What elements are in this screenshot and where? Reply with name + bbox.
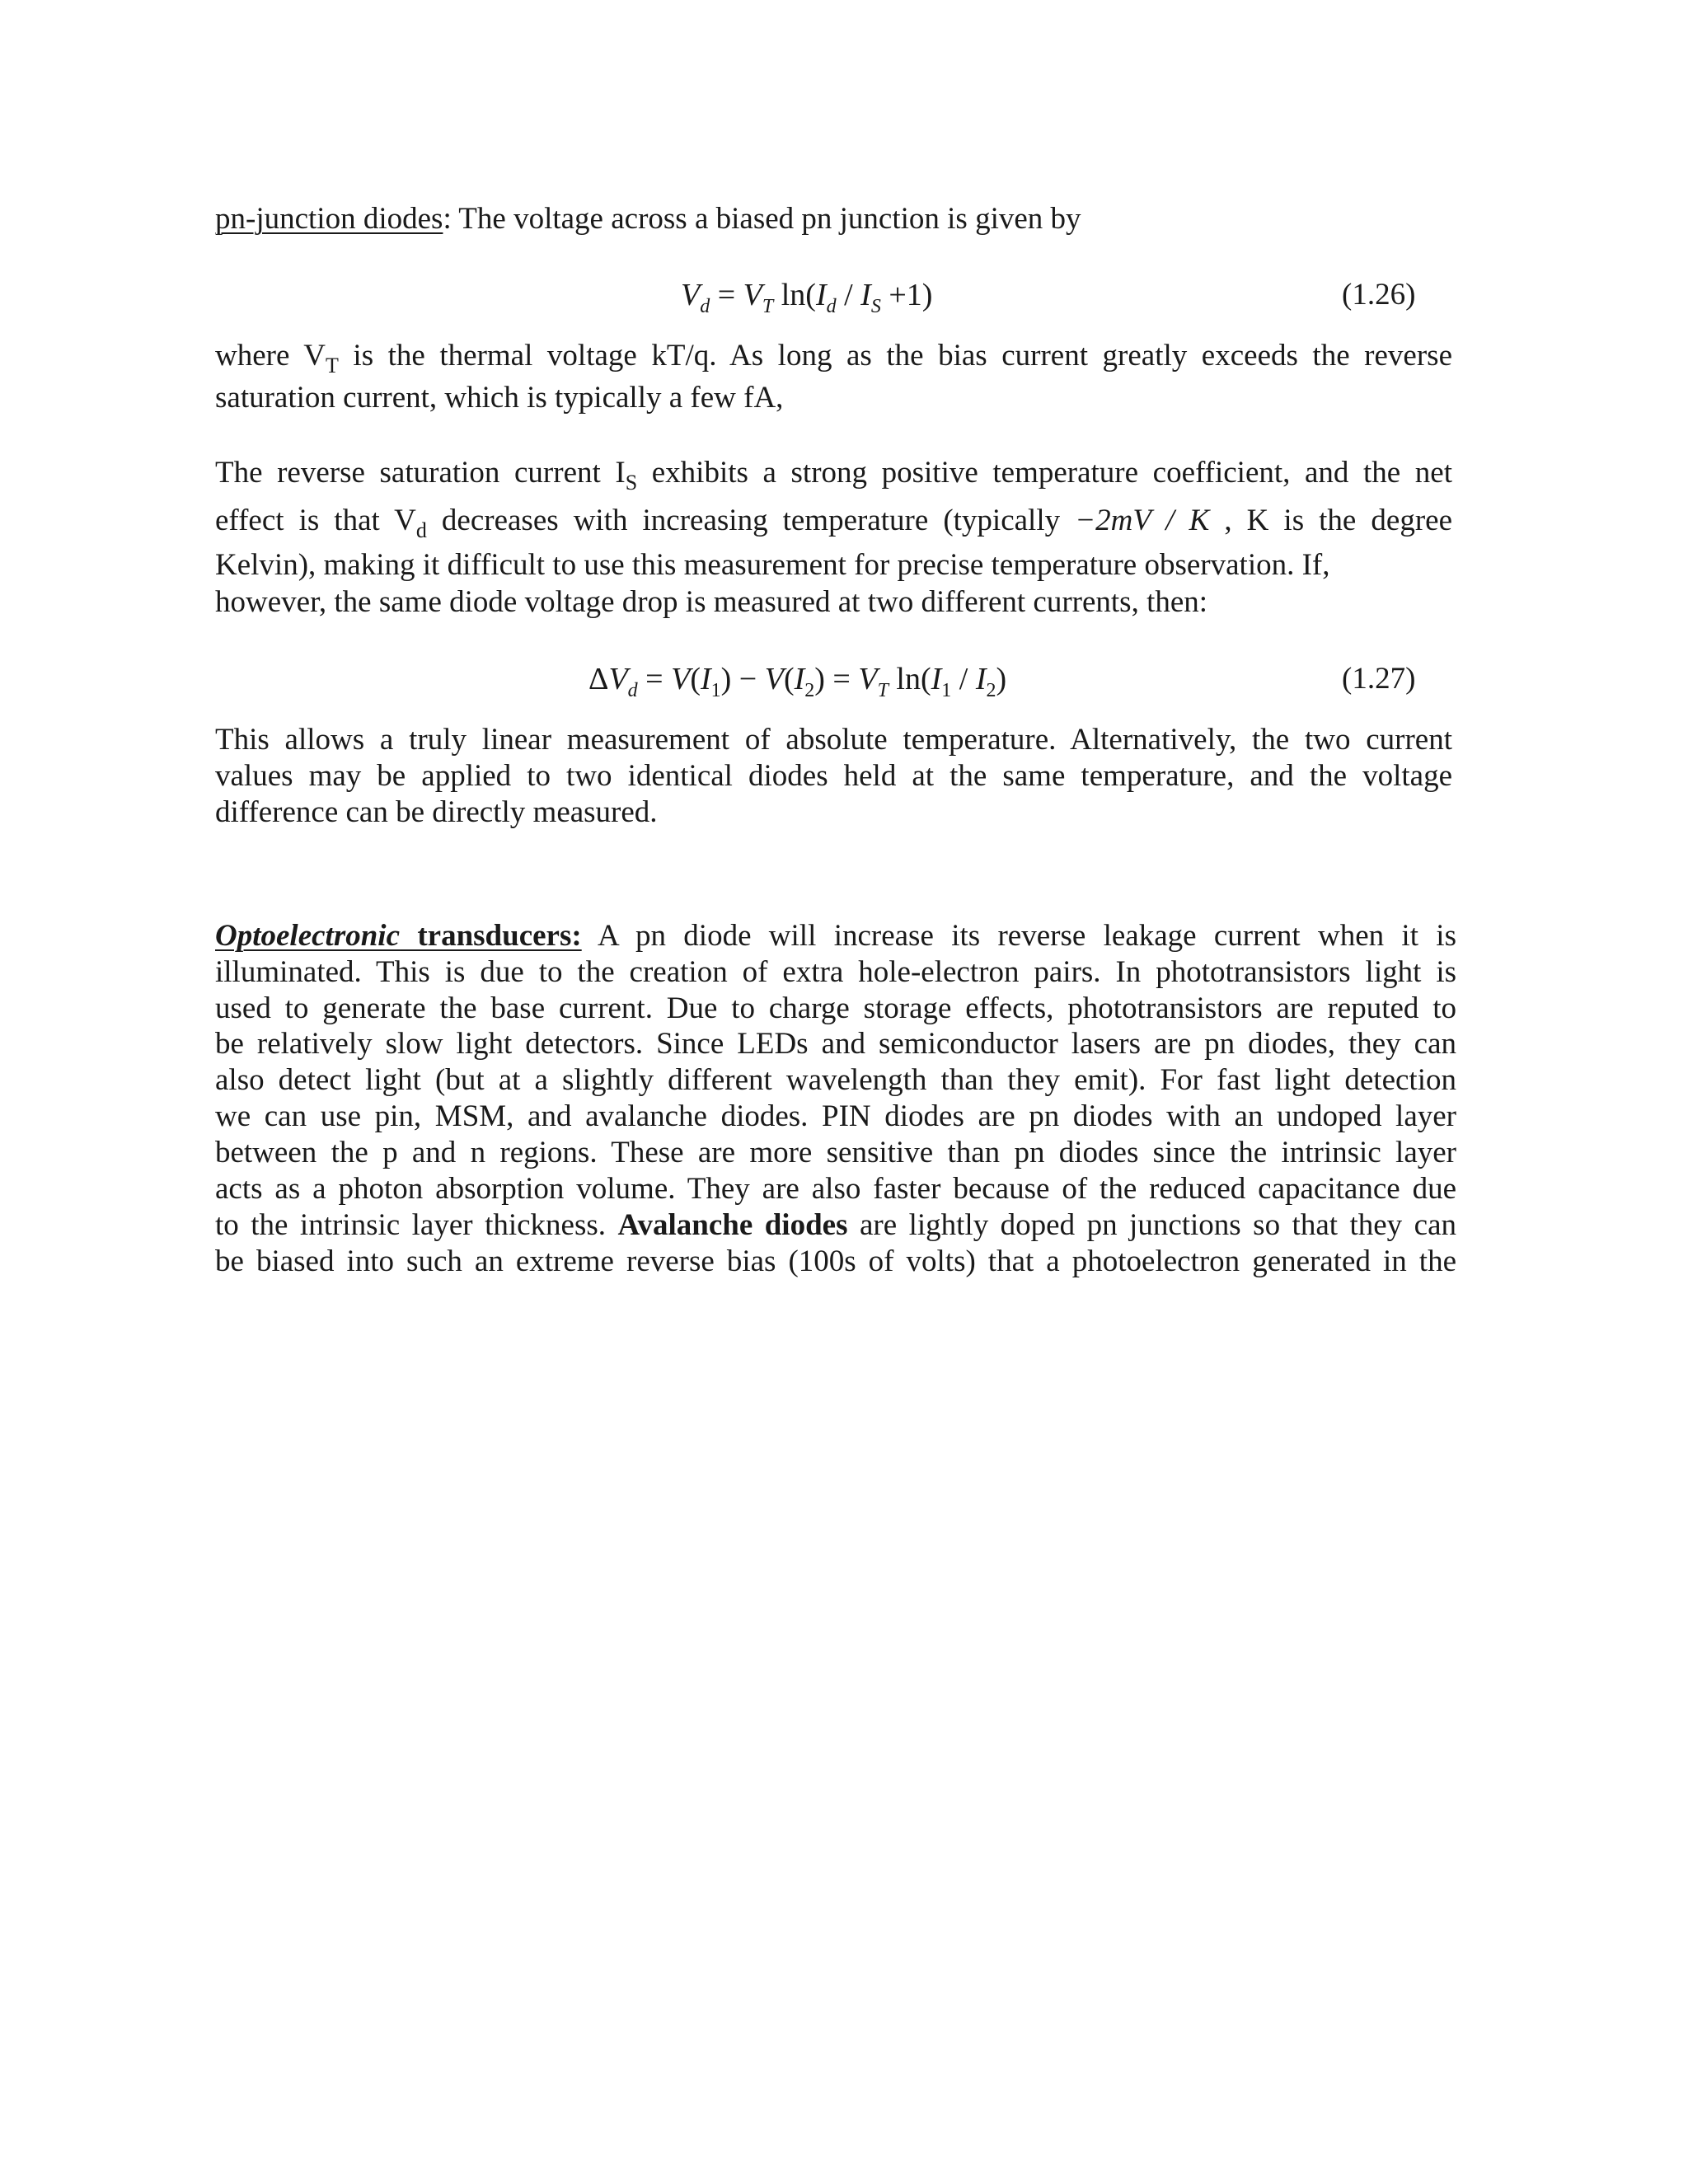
p2-line-4: however, the same diode voltage drop is measured at two different currents, then: [215, 585, 1208, 619]
opto-line-2: illuminated. This is due to the creation of extra hole-electron pairs. In phototransistors light is [215, 955, 1456, 989]
opto-line-5: also detect light (but at a slightly different wavelength than they emit). For fast light detection [215, 1063, 1456, 1097]
intro-text: : The voltage across a biased pn junction is given by [443, 202, 1081, 236]
opto-line-1: Optoelectronic transducers: A pn diode will increase its reverse leakage current when it is [215, 919, 1456, 953]
where-line-2: saturation current, which is typically a few fA, [215, 381, 784, 415]
equation-number-1-26: (1.26) [1342, 278, 1416, 312]
p2-line-2: effect is that $V_d$ decreases with increasing temperature (typically −2mV / K , K is the degree [215, 504, 1452, 542]
p2-line-1: The reverse saturation current $I_S$ exhibits a strong positive temperature coefficient, and the net [215, 456, 1452, 494]
equation-1-27: $\Delta V_d = V(I_1) - V(I_2) = V_T$ $\ln(I_1 / I_2)$ [588, 662, 1007, 701]
p3-line-2: values may be applied to two identical diodes held at the same temperature, and the voltage [215, 759, 1452, 793]
opto-line-8: acts as a photon absorption volume. They are also faster because of the reduced capacitance due [215, 1172, 1456, 1206]
opto-line-3: used to generate the base current. Due to charge storage effects, phototransistors are reputed to [215, 991, 1456, 1025]
p3-line-3: difference can be directly measured. [215, 795, 658, 829]
p2-line-3: Kelvin), making it difficult to use this measurement for precise temperature observation. If, [215, 548, 1330, 582]
opto-heading-rest: transducers: [400, 919, 582, 953]
temp-coefficient-math: −2mV / K [1075, 504, 1210, 537]
opto-line-7: between the p and n regions. These are more sensitive than pn diodes since the intrinsic layer [215, 1136, 1456, 1169]
opto-heading-italic: Optoelectronic [215, 919, 401, 953]
opto-line-10: be biased into such an extreme reverse bias (100s of volts) that a photoelectron generated in the [215, 1244, 1456, 1278]
avalanche-diodes-term: Avalanche diodes [617, 1208, 848, 1242]
section-heading-pn-junction: pn-junction diodes [215, 202, 443, 236]
equation-number-1-27: (1.27) [1342, 662, 1416, 696]
p3-line-1: This allows a truly linear measurement of absolute temperature. Alternatively, the two current [215, 723, 1452, 757]
opto-line-9: to the intrinsic layer thickness. Avalanche diodes are lightly doped pn junctions so that they can [215, 1208, 1456, 1242]
equation-1-26: $V_d = V_T$ $\ln(I_d / I_S +1)$ [681, 278, 933, 317]
where-line: where $V_T$ is the thermal voltage kT/q. As long as the bias current greatly exceeds the reverse [215, 339, 1452, 377]
pn-intro-line [215, 201, 1081, 237]
opto-line-6: we can use pin, MSM, and avalanche diodes. PIN diodes are pn diodes with an undoped layer [215, 1099, 1456, 1133]
opto-line-4: be relatively slow light detectors. Since LEDs and semiconductor lasers are pn diodes, they can [215, 1027, 1456, 1061]
